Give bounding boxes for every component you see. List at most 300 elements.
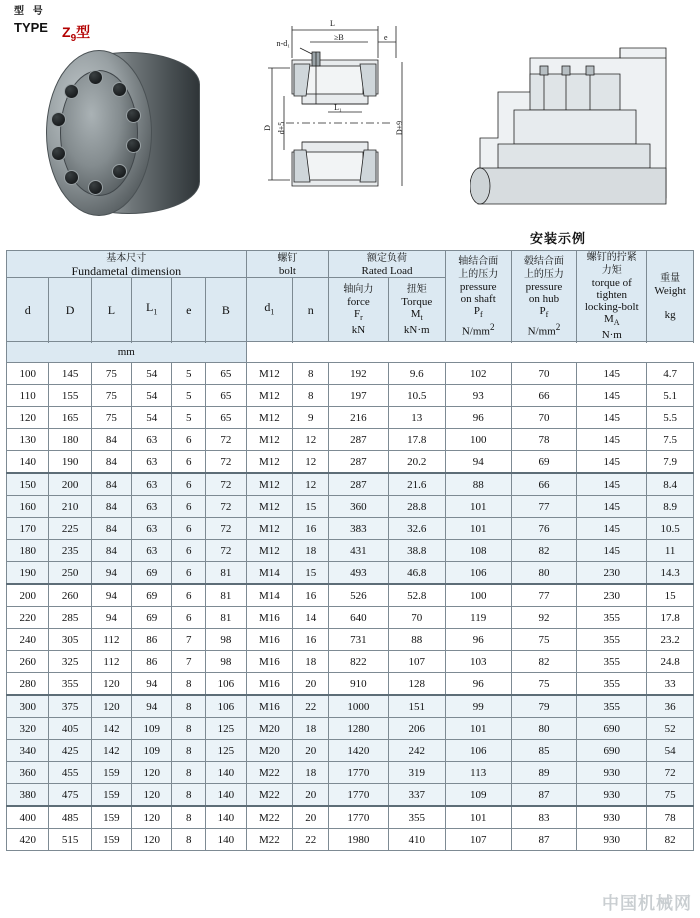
cell-D: 225 (49, 518, 91, 540)
table-row (7, 695, 694, 718)
cell-MA: 145 (577, 385, 647, 407)
cell-F: 526 (329, 584, 388, 607)
table-row (7, 496, 694, 518)
cell-Pf2: 87 (511, 784, 577, 807)
cell-n: 12 (293, 451, 329, 474)
cell-L: 94 (91, 607, 131, 629)
table-row (7, 518, 694, 540)
cell-W: 5.1 (647, 385, 694, 407)
cell-e: 6 (172, 584, 206, 607)
cell-Pf: 101 (445, 496, 511, 518)
table-row (7, 673, 694, 696)
cell-Pf2: 70 (511, 407, 577, 429)
cell-D: 155 (49, 385, 91, 407)
cell-d1: M12 (246, 407, 293, 429)
cell-L1: 63 (132, 518, 172, 540)
table-row (7, 584, 694, 607)
cell-D: 180 (49, 429, 91, 451)
table-row (7, 607, 694, 629)
header-col-D: D (49, 278, 91, 342)
cell-B: 98 (206, 651, 246, 673)
cell-Pf: 109 (445, 784, 511, 807)
header-tq-cn: 扭矩 (406, 284, 427, 295)
cell-W: 54 (647, 740, 694, 762)
cell-d: 120 (7, 407, 49, 429)
header-torque-en1: torque of (591, 277, 632, 289)
bolt-hole-icon (112, 164, 127, 179)
cell-L: 112 (91, 651, 131, 673)
dim-L1: L₁ (334, 103, 342, 112)
table-row (7, 629, 694, 651)
cell-B: 81 (206, 607, 246, 629)
cell-MA: 145 (577, 407, 647, 429)
header-force-sym: F (354, 308, 361, 320)
cell-L: 84 (91, 429, 131, 451)
cell-D: 325 (49, 651, 91, 673)
cell-e: 5 (172, 407, 206, 429)
bolt-hole-icon (51, 146, 66, 161)
header-shaft-cn2: 上的压力 (458, 268, 499, 280)
cell-n: 8 (293, 363, 329, 385)
table-row (7, 762, 694, 784)
cell-n: 9 (293, 407, 329, 429)
cell-D: 200 (49, 473, 91, 496)
header-shaft-en2: on shaft (460, 292, 496, 305)
header-rated-cn: 额定负荷 (367, 252, 408, 264)
header-tq-en: Torque (401, 296, 433, 308)
cell-L: 159 (91, 806, 131, 829)
cell-F: 1770 (329, 784, 388, 807)
cell-d: 260 (7, 651, 49, 673)
perspective-view (40, 30, 210, 230)
cell-Pf2: 82 (511, 540, 577, 562)
bolt-hole-icon (51, 112, 66, 127)
cell-MA: 690 (577, 740, 647, 762)
header-col-d1: $d_1$ (246, 278, 293, 342)
cell-e: 5 (172, 385, 206, 407)
header-col-L: L (91, 278, 131, 342)
cell-B: 72 (206, 540, 246, 562)
header-axial-force: 轴向力 force $F_r$ kN (329, 278, 388, 342)
cell-d: 320 (7, 718, 49, 740)
cell-L: 84 (91, 540, 131, 562)
cell-M: 206 (388, 718, 445, 740)
header-weight-unit: kg (664, 308, 676, 321)
cell-B: 106 (206, 673, 246, 696)
header-bolt-en: bolt (278, 264, 296, 277)
cell-L: 84 (91, 496, 131, 518)
cell-n: 22 (293, 829, 329, 851)
header-hub-en1: pressure (525, 280, 563, 293)
cell-e: 8 (172, 740, 206, 762)
type-model-suffix: 型 (76, 24, 91, 40)
cell-D: 305 (49, 629, 91, 651)
cell-L1: 63 (132, 496, 172, 518)
cell-n: 20 (293, 673, 329, 696)
cell-d: 160 (7, 496, 49, 518)
table-row (7, 562, 694, 585)
header-shaft-sym-sub: f (479, 309, 483, 319)
cell-L: 120 (91, 673, 131, 696)
cell-Pf: 93 (445, 385, 511, 407)
table-row (7, 385, 694, 407)
cell-MA: 145 (577, 429, 647, 451)
type-label-cn: 型 号 (14, 6, 46, 17)
cell-B: 106 (206, 695, 246, 718)
cell-L1: 63 (132, 540, 172, 562)
cell-F: 192 (329, 363, 388, 385)
cell-Pf: 106 (445, 740, 511, 762)
cell-B: 125 (206, 740, 246, 762)
table-row (7, 407, 694, 429)
cell-M: 20.2 (388, 451, 445, 474)
cell-e: 8 (172, 718, 206, 740)
header-fundamental-cn: 基本尺寸 (106, 253, 147, 264)
bolt-hole-icon (88, 70, 103, 85)
cell-MA: 145 (577, 518, 647, 540)
cell-F: 1420 (329, 740, 388, 762)
illustration-area (0, 0, 700, 250)
cell-MA: 930 (577, 762, 647, 784)
cell-MA: 355 (577, 651, 647, 673)
header-hub-pressure (511, 251, 577, 342)
bolt-hole-icon (64, 84, 79, 99)
cell-F: 1000 (329, 695, 388, 718)
cell-n: 15 (293, 496, 329, 518)
dim-n-d1: n-d₁ (276, 39, 290, 48)
cell-Pf: 102 (445, 363, 511, 385)
cell-L1: 86 (132, 629, 172, 651)
cell-L1: 86 (132, 651, 172, 673)
cell-W: 78 (647, 806, 694, 829)
cell-Pf: 88 (445, 473, 511, 496)
cell-W: 82 (647, 829, 694, 851)
cell-Pf2: 77 (511, 584, 577, 607)
cell-MA: 145 (577, 496, 647, 518)
cell-Pf: 103 (445, 651, 511, 673)
cell-Pf2: 82 (511, 651, 577, 673)
watermark: 中国机械网 (602, 894, 692, 913)
cell-L: 159 (91, 762, 131, 784)
cell-Pf2: 66 (511, 473, 577, 496)
header-shaft-sym: P (473, 304, 480, 317)
cell-Pf: 106 (445, 562, 511, 585)
header-row-1 (7, 251, 694, 278)
cell-d: 150 (7, 473, 49, 496)
table-row (7, 429, 694, 451)
cell-d1: M22 (246, 829, 293, 851)
cell-n: 22 (293, 695, 329, 718)
cell-d1: M12 (246, 473, 293, 496)
header-hub-unit-sup: 2 (555, 321, 561, 332)
table-row (7, 540, 694, 562)
cell-L: 159 (91, 784, 131, 807)
cell-F: 731 (329, 629, 388, 651)
header-hub-sym-sub: f (545, 309, 549, 319)
cell-L: 84 (91, 473, 131, 496)
header-weight-cn: 重量 (660, 272, 681, 284)
cell-d: 220 (7, 607, 49, 629)
cell-n: 16 (293, 584, 329, 607)
header-torque-unit: N·m (601, 329, 622, 342)
cell-B: 98 (206, 629, 246, 651)
header-shaft-pressure (445, 251, 511, 342)
cell-d: 280 (7, 673, 49, 696)
header-shaft-cn1: 轴结合面 (458, 255, 499, 267)
cell-d1: M12 (246, 429, 293, 451)
cell-d1: M12 (246, 540, 293, 562)
cell-d: 360 (7, 762, 49, 784)
cell-M: 355 (388, 806, 445, 829)
cell-d1: M16 (246, 673, 293, 696)
cell-L1: 94 (132, 695, 172, 718)
cell-d1: M16 (246, 695, 293, 718)
cell-L1: 54 (132, 407, 172, 429)
cell-d1: M16 (246, 651, 293, 673)
cell-W: 72 (647, 762, 694, 784)
cell-F: 197 (329, 385, 388, 407)
cell-M: 88 (388, 629, 445, 651)
cell-M: 107 (388, 651, 445, 673)
cell-d1: M22 (246, 762, 293, 784)
bolt-hole-icon (126, 138, 141, 153)
cell-Pf2: 83 (511, 806, 577, 829)
cell-L: 84 (91, 451, 131, 474)
cell-Pf2: 77 (511, 496, 577, 518)
cell-Pf2: 75 (511, 673, 577, 696)
cell-D: 515 (49, 829, 91, 851)
cell-L: 159 (91, 829, 131, 851)
cell-MA: 145 (577, 473, 647, 496)
cell-n: 18 (293, 540, 329, 562)
cell-e: 6 (172, 607, 206, 629)
cell-B: 81 (206, 562, 246, 585)
cell-d1: M12 (246, 496, 293, 518)
cell-n: 14 (293, 607, 329, 629)
cell-D: 405 (49, 718, 91, 740)
header-shaft-unit: N/mm (461, 325, 490, 338)
cell-e: 6 (172, 518, 206, 540)
bolt-hole-icon (112, 82, 127, 97)
header-force-en: force (347, 296, 370, 308)
cell-F: 1280 (329, 718, 388, 740)
cell-B: 72 (206, 473, 246, 496)
cell-e: 6 (172, 562, 206, 585)
cell-B: 140 (206, 806, 246, 829)
cell-D: 145 (49, 363, 91, 385)
cell-n: 20 (293, 784, 329, 807)
cell-M: 52.8 (388, 584, 445, 607)
cell-B: 140 (206, 784, 246, 807)
cell-Pf2: 85 (511, 740, 577, 762)
cell-n: 16 (293, 629, 329, 651)
header-fundamental-en: Fundametal dimension (71, 264, 182, 278)
header-hub-cn2: 上的压力 (523, 268, 564, 280)
cell-MA: 145 (577, 451, 647, 474)
table-header (7, 251, 694, 363)
cell-B: 65 (206, 407, 246, 429)
header-tq-sym: M (410, 308, 421, 320)
cell-L: 75 (91, 363, 131, 385)
cell-M: 38.8 (388, 540, 445, 562)
cell-e: 6 (172, 496, 206, 518)
cell-W: 11 (647, 540, 694, 562)
cell-W: 4.7 (647, 363, 694, 385)
cell-M: 28.8 (388, 496, 445, 518)
table-row (7, 363, 694, 385)
cell-MA: 145 (577, 363, 647, 385)
table-row (7, 451, 694, 474)
cell-Pf: 100 (445, 429, 511, 451)
cell-n: 15 (293, 562, 329, 585)
cell-W: 23.2 (647, 629, 694, 651)
cell-F: 640 (329, 607, 388, 629)
cell-MA: 145 (577, 540, 647, 562)
header-col-L1: $L_1$ (132, 278, 172, 342)
cell-M: 242 (388, 740, 445, 762)
cell-Pf2: 80 (511, 718, 577, 740)
cell-F: 287 (329, 429, 388, 451)
cell-W: 7.5 (647, 429, 694, 451)
header-col-d: d (7, 278, 49, 342)
cell-d1: M14 (246, 584, 293, 607)
cell-Pf: 96 (445, 673, 511, 696)
dim-B: ≥B (334, 33, 344, 42)
cell-L1: 120 (132, 762, 172, 784)
cell-e: 7 (172, 629, 206, 651)
header-force-cn: 轴向力 (343, 284, 374, 295)
header-tighten-torque (577, 251, 647, 342)
cell-d: 400 (7, 806, 49, 829)
specification-table (6, 250, 694, 851)
cell-F: 493 (329, 562, 388, 585)
header-shaft-unit-sup: 2 (489, 321, 495, 332)
cell-MA: 230 (577, 562, 647, 585)
cell-d: 170 (7, 518, 49, 540)
cell-Pf: 96 (445, 629, 511, 651)
cell-d1: M12 (246, 518, 293, 540)
table-row (7, 806, 694, 829)
cell-D: 165 (49, 407, 91, 429)
header-row-unit (7, 342, 694, 363)
cell-D: 285 (49, 607, 91, 629)
header-rated-load (329, 251, 446, 278)
cell-W: 8.9 (647, 496, 694, 518)
cell-Pf2: 70 (511, 363, 577, 385)
header-hub-cn1: 毂结合面 (523, 255, 564, 267)
header-bolt (246, 251, 329, 278)
cell-B: 72 (206, 518, 246, 540)
header-torque-sym: M (603, 313, 614, 325)
table-row (7, 651, 694, 673)
cell-M: 151 (388, 695, 445, 718)
cell-L1: 94 (132, 673, 172, 696)
cell-L1: 69 (132, 607, 172, 629)
cell-e: 8 (172, 806, 206, 829)
header-weight (647, 251, 694, 342)
cell-F: 822 (329, 651, 388, 673)
cell-Pf2: 66 (511, 385, 577, 407)
cell-MA: 355 (577, 695, 647, 718)
cell-W: 52 (647, 718, 694, 740)
cell-B: 140 (206, 829, 246, 851)
header-hub-sym: P (539, 304, 546, 317)
header-hub-unit: N/mm (527, 325, 556, 338)
cell-B: 65 (206, 363, 246, 385)
cell-Pf: 119 (445, 607, 511, 629)
cell-d: 340 (7, 740, 49, 762)
cell-Pf2: 92 (511, 607, 577, 629)
cell-Pf: 101 (445, 518, 511, 540)
cell-F: 431 (329, 540, 388, 562)
cell-d: 240 (7, 629, 49, 651)
cross-section-svg (250, 8, 420, 238)
cell-D: 455 (49, 762, 91, 784)
cell-L: 75 (91, 385, 131, 407)
header-fundamental (7, 251, 247, 278)
cell-W: 7.9 (647, 451, 694, 474)
type-label-en: TYPE (14, 20, 48, 35)
cell-B: 72 (206, 451, 246, 474)
dim-L: L (330, 19, 335, 28)
cell-W: 17.8 (647, 607, 694, 629)
cell-L: 112 (91, 629, 131, 651)
cell-MA: 930 (577, 806, 647, 829)
cell-B: 140 (206, 762, 246, 784)
cell-W: 5.5 (647, 407, 694, 429)
cell-n: 8 (293, 385, 329, 407)
cell-e: 7 (172, 651, 206, 673)
table-row (7, 740, 694, 762)
cell-L: 142 (91, 718, 131, 740)
cell-n: 12 (293, 429, 329, 451)
cell-d1: M22 (246, 806, 293, 829)
cell-Pf: 113 (445, 762, 511, 784)
dim-d5: d+5 (277, 121, 286, 135)
cell-W: 8.4 (647, 473, 694, 496)
installation-caption: 安装示例 (530, 231, 587, 246)
table-body (7, 363, 694, 851)
cell-L1: 54 (132, 385, 172, 407)
cell-L1: 109 (132, 718, 172, 740)
cell-Pf: 101 (445, 718, 511, 740)
cell-B: 65 (206, 385, 246, 407)
cell-B: 72 (206, 496, 246, 518)
cell-D: 485 (49, 806, 91, 829)
cell-F: 910 (329, 673, 388, 696)
cell-e: 8 (172, 673, 206, 696)
cell-MA: 930 (577, 784, 647, 807)
cell-d1: M12 (246, 385, 293, 407)
cell-n: 18 (293, 718, 329, 740)
cell-Pf2: 79 (511, 695, 577, 718)
cell-n: 20 (293, 806, 329, 829)
cell-D: 260 (49, 584, 91, 607)
cell-L: 94 (91, 562, 131, 585)
cell-Pf2: 76 (511, 518, 577, 540)
cell-Pf2: 75 (511, 629, 577, 651)
cell-F: 1980 (329, 829, 388, 851)
cell-d: 380 (7, 784, 49, 807)
header-torque-en3: locking-bolt (584, 301, 639, 313)
type-model-sub: 9 (70, 32, 77, 44)
cell-F: 360 (329, 496, 388, 518)
cell-n: 20 (293, 740, 329, 762)
cell-L1: 120 (132, 784, 172, 807)
cell-M: 410 (388, 829, 445, 851)
cell-d1: M14 (246, 562, 293, 585)
cell-W: 36 (647, 695, 694, 718)
